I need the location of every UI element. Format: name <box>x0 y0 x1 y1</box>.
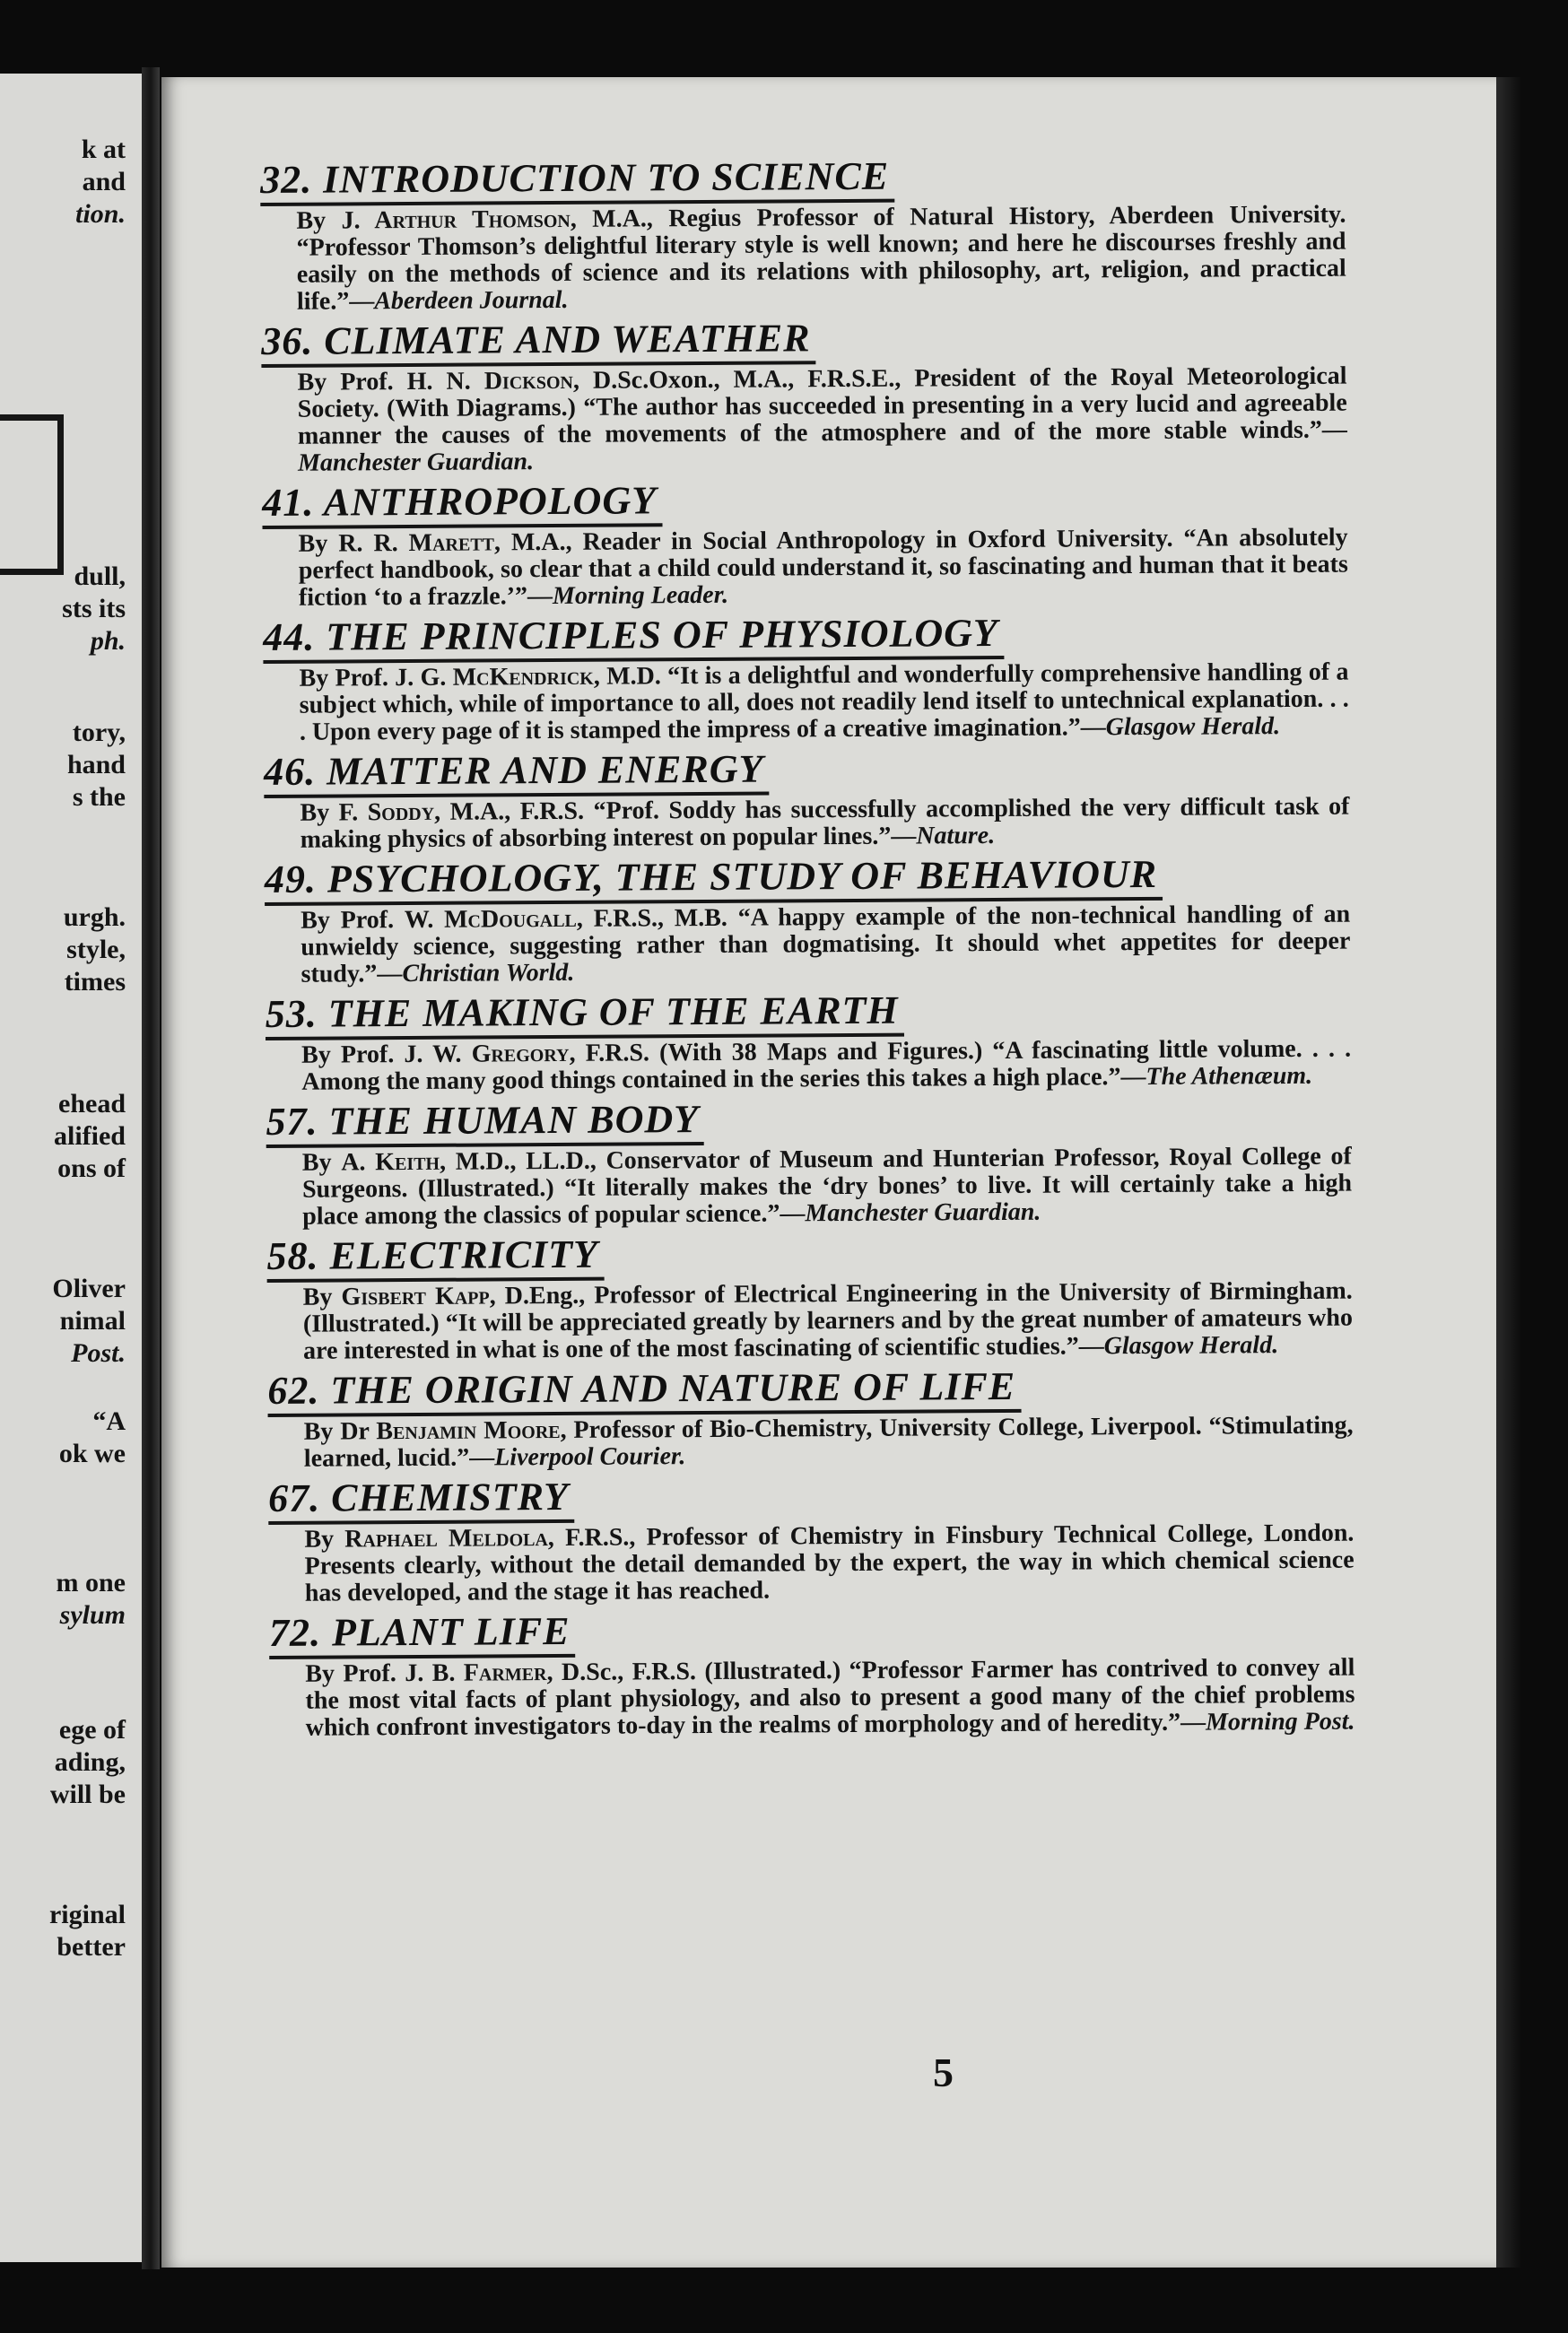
list-item <box>268 1470 1355 1607</box>
author-name: H. N. Dickson <box>406 366 573 396</box>
entry-title: 44. THE PRINCIPLES OF PHYSIOLOGY <box>263 611 1004 664</box>
by-word: By <box>301 906 341 935</box>
entry-text: , F.R.S., Professor of Chemistry in Finsbury Technical College, London. Presents clearly, without the detail demanded by the expert, the way in which chemical science has developed, and the stage it has reached. <box>304 1519 1355 1607</box>
entry-title: 53. THE MAKING OF THE EARTH <box>266 988 904 1040</box>
entry-title: 58. ELECTRICITY <box>266 1232 604 1283</box>
list-item <box>266 986 1352 1096</box>
entry-description <box>297 363 1347 477</box>
author-name: Benjamin Moore <box>376 1415 561 1446</box>
review-source: Glasgow Herald. <box>1105 712 1281 742</box>
review-source: Glasgow Herald. <box>1103 1331 1279 1361</box>
author-name: J. B. Farmer <box>405 1658 547 1688</box>
facing-page-fragment-text: hand <box>66 750 126 779</box>
review-source: Manchester Guardian. <box>805 1197 1041 1228</box>
facing-page-fragment-text: urgh. <box>63 902 126 932</box>
entry-text: , M.A., Regius Professor of Natural History, Aberdeen University. “Professor Thomson’s delightful literary style is well known; and here he discourses freshly and easily on the methods of science and its relations with philosophy, art, religion, and practical life.”— <box>296 200 1346 316</box>
facing-page-fragment-text: nimal <box>59 1306 126 1336</box>
facing-page-fragment-text: tory, <box>72 718 126 747</box>
by-word: By <box>301 1040 342 1069</box>
entries-list <box>260 152 1355 1745</box>
entry-description <box>305 1655 1355 1742</box>
by-word: By <box>297 368 341 396</box>
author-prefix: Prof. <box>340 1040 405 1069</box>
facing-page-fragment-text: ege of <box>58 1715 126 1745</box>
list-item <box>260 152 1346 316</box>
author-name: R. R. Marett <box>338 528 495 558</box>
facing-page-fragment-text: ok we <box>58 1439 126 1468</box>
entry-title: 67. CHEMISTRY <box>268 1475 574 1525</box>
facing-page-fragment-text: ading, <box>54 1747 126 1777</box>
review-source: Aberdeen Journal. <box>374 285 569 316</box>
facing-page-fragment-text: tion. <box>75 199 126 229</box>
review-source: Christian World. <box>402 958 575 988</box>
facing-page-fragment-text: riginal <box>48 1900 126 1929</box>
entry-text: , D.Eng., Professor of Electrical Engineering in the University of Birmingham. (Illustrated.) “It will be appreciated greatly by learners and by the great number of amateurs who are interested in what is one of the most fascinating of scientific studies.”— <box>302 1276 1354 1365</box>
author-name: J. G. McKendrick <box>395 662 594 692</box>
by-word: By <box>305 1659 344 1688</box>
entry-text: , F.R.S., M.B. “A happy example of the non-technical handling of an unwieldy science, suggesting rather than dogmatising. It should whet appetites for deeper study.”— <box>301 900 1351 988</box>
entry-title: 41. ANTHROPOLOGY <box>262 478 662 529</box>
entry-title: 49. PSYCHOLOGY, THE STUDY OF BEHAVIOUR <box>265 852 1163 906</box>
by-word: By <box>298 529 339 558</box>
author-name: F. Soddy <box>338 797 435 827</box>
entry-title: 57. THE HUMAN BODY <box>266 1097 704 1148</box>
entry-description <box>300 794 1349 854</box>
facing-page-fragment-text: better <box>57 1932 126 1962</box>
author-prefix: Prof. <box>340 368 407 396</box>
entry-description <box>303 1278 1354 1365</box>
entry-title: 62. THE ORIGIN AND NATURE OF LIFE <box>267 1364 1021 1417</box>
author-prefix: Prof. <box>340 906 405 935</box>
page-number: 5 <box>933 2050 954 2095</box>
by-word: By <box>296 206 342 235</box>
entry-text: , D.Sc., F.R.S. (Illustrated.) “Professor Farmer has contrived to convey all the most vital facts of plant physiology, and also to present a good many of the chief problems which confront investigators to-day in the realms of morphology and of heredity.”— <box>305 1653 1355 1742</box>
entry-description <box>299 525 1349 612</box>
author-name: Gisbert Kapp <box>341 1282 490 1311</box>
entry-text: , Professor of Bio-Chemistry, University College, Liverpool. “Stimulating, learned, lucid.”— <box>303 1411 1354 1473</box>
review-source: Morning Leader. <box>552 580 729 611</box>
facing-page-fragment-text: s the <box>72 782 126 812</box>
review-source: Nature. <box>916 822 996 850</box>
list-item <box>265 851 1351 988</box>
entry-text: , M.A., Reader in Social Anthropology in Oxford University. “An absolutely perfect handbook, so clear that a child could understand it, so fascinating and human that it beats fiction ‘to a frazzle.’”— <box>298 523 1348 612</box>
entry-title: 32. INTRODUCTION TO SCIENCE <box>260 154 894 206</box>
facing-page-fragment-text: style, <box>66 935 126 964</box>
facing-page-fragment-text: “A <box>92 1406 126 1436</box>
facing-page-fragment-text: k at <box>81 135 126 164</box>
facing-page-fragment-text: dull, <box>74 561 126 591</box>
entry-description <box>296 202 1346 316</box>
list-item <box>266 1093 1352 1231</box>
author-name: J. Arthur Thomson <box>341 205 571 235</box>
facing-page-fragment-text: ehead <box>58 1089 126 1119</box>
author-name: J. W. Gregory <box>404 1039 570 1069</box>
by-word: By <box>304 1525 345 1554</box>
list-item <box>269 1605 1355 1742</box>
entry-description <box>301 1036 1351 1096</box>
author-prefix: Dr <box>340 1417 377 1446</box>
entry-title: 46. MATTER AND ENERGY <box>264 747 770 798</box>
entry-description <box>304 1413 1354 1473</box>
review-source: Morning Post. <box>1205 1707 1355 1737</box>
list-item <box>266 1228 1353 1365</box>
by-word: By <box>302 1283 342 1311</box>
list-item <box>262 474 1348 612</box>
facing-page-fragment-text: Post. <box>71 1338 126 1368</box>
facing-page-fragment-text: ons of <box>57 1153 126 1183</box>
entry-text: , M.A., F.R.S. “Prof. Soddy has successfully accomplished the very difficult task of making physics of absorbing interest on popular lines.”— <box>300 792 1350 854</box>
facing-page-fragment-text: ph. <box>90 626 126 656</box>
book-gutter <box>142 67 160 2269</box>
facing-page-fragment-text: sts its <box>62 594 126 623</box>
review-source: Manchester Guardian. <box>297 448 535 477</box>
author-prefix: Prof. <box>335 664 396 692</box>
entry-description <box>302 1144 1353 1231</box>
list-item <box>264 744 1350 854</box>
author-name: Raphael Meldola <box>344 1524 548 1554</box>
facing-page-fragment-text: times <box>64 967 126 997</box>
entry-title: 36. CLIMATE AND WEATHER <box>261 316 816 368</box>
list-item <box>261 313 1347 477</box>
entry-text: , M.D. “It is a delightful and wonderfully comprehensive handling of a subject which, while of importance to all, does not readily lend itself to untechnical explanation. . . . Upon every page of it is stamped the impress of a creative imagination.”— <box>299 657 1349 746</box>
author-name: W. McDougall <box>404 904 577 935</box>
facing-page-frame <box>0 414 64 575</box>
page-edge-shadow <box>1496 77 1521 2268</box>
review-source: The Athenæum. <box>1146 1061 1313 1091</box>
entry-text: , M.D., LL.D., Conservator of Museum and Hunterian Professor, Royal College of Surgeons. (Illustrated.) “It literally makes the ‘dry bones’ to live. It will certainly take a high place among the classics of popular science.”— <box>301 1142 1353 1231</box>
facing-page-fragment <box>0 74 142 2262</box>
by-word: By <box>300 798 339 827</box>
entry-title: 72. PLANT LIFE <box>269 1609 576 1659</box>
facing-page-fragment-text: m one <box>56 1568 126 1597</box>
entry-text: , D.Sc.Oxon., M.A., F.R.S.E., President of the Royal Meteorological Society. (With Diagrams.) “The author has succeeded in presenting in a very lucid and agreeable manner the causes of the movements of the atmosphere and of the more stable winds.”— <box>297 361 1347 450</box>
by-word: By <box>299 664 335 692</box>
author-name: A. Keith <box>341 1147 440 1177</box>
facing-page-fragment-text: alified <box>54 1121 126 1151</box>
entry-description <box>299 659 1349 746</box>
entry-description <box>304 1520 1355 1607</box>
review-source: Liverpool Courier. <box>494 1442 686 1472</box>
list-item <box>263 609 1349 746</box>
book-page <box>161 77 1496 2268</box>
entry-description <box>301 901 1351 988</box>
entry-text: , F.R.S. (With 38 Maps and Figures.) “A fascinating little volume. . . . Among the many good things contained in the series this takes a high place.”— <box>301 1034 1352 1096</box>
list-item <box>267 1362 1354 1473</box>
facing-page-fragment-text: Oliver <box>52 1274 126 1303</box>
by-word: By <box>303 1417 341 1446</box>
facing-page-fragment-text: will be <box>49 1780 126 1809</box>
facing-page-fragment-text: sylum <box>59 1600 126 1630</box>
author-prefix: Prof. <box>343 1659 405 1688</box>
by-word: By <box>301 1148 342 1177</box>
facing-page-fragment-text: and <box>82 167 126 196</box>
